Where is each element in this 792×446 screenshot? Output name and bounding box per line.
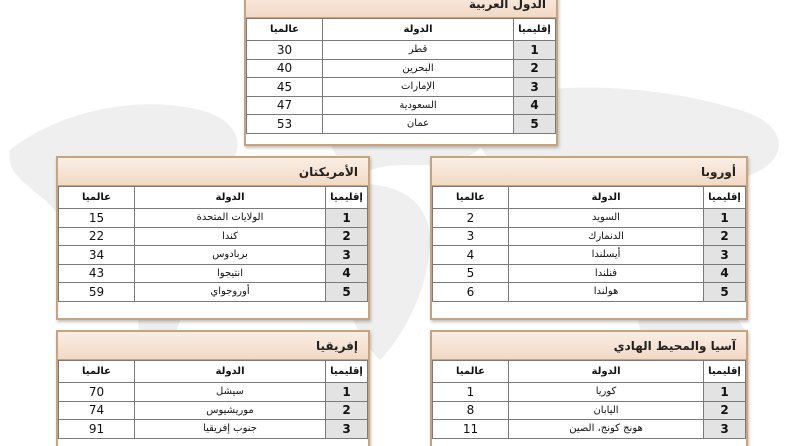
country-name: فنلندا — [509, 264, 704, 283]
global-rank: 2 — [433, 209, 509, 228]
global-rank: 22 — [59, 227, 135, 246]
table-row — [247, 115, 556, 134]
global-rank: 11 — [433, 420, 509, 439]
country-name: هولندا — [509, 283, 704, 302]
table-row — [433, 227, 746, 246]
global-rank: 70 — [59, 383, 135, 402]
regional-rank: 3 — [704, 420, 746, 439]
global-rank: 15 — [59, 209, 135, 228]
table-card-arab — [244, 0, 558, 146]
country-name: السويد — [509, 209, 704, 228]
table-card-americas — [56, 156, 370, 320]
ranking-table-europe — [432, 186, 746, 302]
regional-rank: 2 — [704, 227, 746, 246]
card-title-europe: أوروبا — [432, 158, 746, 186]
table-row — [59, 227, 368, 246]
global-rank: 59 — [59, 283, 135, 302]
country-name: أوروجواي — [135, 283, 326, 302]
header-regional: إقليميا — [704, 361, 746, 383]
header-global: عالميا — [59, 361, 135, 383]
regional-rank: 2 — [704, 401, 746, 420]
table-row — [59, 401, 368, 420]
regional-rank: 4 — [514, 96, 556, 115]
country-name: اليابان — [509, 401, 704, 420]
table-row — [247, 96, 556, 115]
table-row — [59, 209, 368, 228]
global-rank: 45 — [247, 78, 323, 97]
table-header-row — [433, 187, 746, 209]
table-header-row — [247, 19, 556, 41]
ranking-table-arab — [246, 18, 556, 134]
table-row — [59, 246, 368, 265]
table-row — [247, 78, 556, 97]
regional-rank: 5 — [326, 283, 368, 302]
global-rank: 6 — [433, 283, 509, 302]
global-rank: 74 — [59, 401, 135, 420]
country-name: سيشل — [135, 383, 326, 402]
country-name: كندا — [135, 227, 326, 246]
global-rank: 43 — [59, 264, 135, 283]
regional-rank: 2 — [326, 401, 368, 420]
card-title-arab: الدول العربية — [246, 0, 556, 18]
table-row — [433, 283, 746, 302]
country-name: انتيجوا — [135, 264, 326, 283]
table-card-europe — [430, 156, 748, 320]
regional-rank: 3 — [514, 78, 556, 97]
regional-rank: 4 — [704, 264, 746, 283]
global-rank: 4 — [433, 246, 509, 265]
country-name: عمان — [323, 115, 514, 134]
header-regional: إقليميا — [514, 19, 556, 41]
ranking-table-americas — [58, 186, 368, 302]
country-name: هونج كونج، الصين — [509, 420, 704, 439]
card-title-africa: إفريقيا — [58, 332, 368, 360]
global-rank: 47 — [247, 96, 323, 115]
table-row — [433, 383, 746, 402]
regional-rank: 5 — [704, 283, 746, 302]
country-name: جنوب إفريقيا — [135, 420, 326, 439]
regional-rank: 5 — [514, 115, 556, 134]
regional-rank: 3 — [326, 420, 368, 439]
global-rank: 8 — [433, 401, 509, 420]
country-name: السعودية — [323, 96, 514, 115]
global-rank: 5 — [433, 264, 509, 283]
country-name: أيسلندا — [509, 246, 704, 265]
global-rank: 30 — [247, 41, 323, 60]
header-regional: إقليميا — [326, 187, 368, 209]
country-name: الإمارات — [323, 78, 514, 97]
global-rank: 3 — [433, 227, 509, 246]
table-row — [433, 246, 746, 265]
country-name: موريشيوس — [135, 401, 326, 420]
table-row — [59, 264, 368, 283]
regional-rank: 4 — [326, 264, 368, 283]
table-header-row — [433, 361, 746, 383]
table-header-row — [59, 361, 368, 383]
global-rank: 1 — [433, 383, 509, 402]
table-card-asia-pacific — [430, 330, 748, 446]
country-name: بربادوس — [135, 246, 326, 265]
country-name: كوريا — [509, 383, 704, 402]
header-global: عالميا — [247, 19, 323, 41]
ranking-table-asia-pacific — [432, 360, 746, 439]
regional-rank: 1 — [704, 209, 746, 228]
regional-rank: 2 — [514, 59, 556, 78]
country-name: الولايات المتحدة — [135, 209, 326, 228]
table-header-row — [59, 187, 368, 209]
header-country: الدولة — [323, 19, 514, 41]
table-row — [433, 401, 746, 420]
header-regional: إقليميا — [704, 187, 746, 209]
table-row — [433, 420, 746, 439]
regional-rank: 1 — [326, 383, 368, 402]
global-rank: 91 — [59, 420, 135, 439]
table-card-africa — [56, 330, 370, 446]
header-regional: إقليميا — [326, 361, 368, 383]
card-title-asia-pacific: آسيا والمحيط الهادي — [432, 332, 746, 360]
regional-rank: 3 — [704, 246, 746, 265]
country-name: البحرين — [323, 59, 514, 78]
header-global: عالميا — [59, 187, 135, 209]
regional-rank: 1 — [326, 209, 368, 228]
header-country: الدولة — [509, 361, 704, 383]
header-country: الدولة — [135, 361, 326, 383]
header-global: عالميا — [433, 361, 509, 383]
regional-rank: 1 — [704, 383, 746, 402]
header-country: الدولة — [509, 187, 704, 209]
table-row — [59, 383, 368, 402]
table-row — [247, 59, 556, 78]
table-row — [59, 420, 368, 439]
global-rank: 53 — [247, 115, 323, 134]
card-title-americas: الأمريكتان — [58, 158, 368, 186]
table-row — [433, 264, 746, 283]
ranking-table-africa — [58, 360, 368, 439]
global-rank: 40 — [247, 59, 323, 78]
table-row — [247, 41, 556, 60]
header-country: الدولة — [135, 187, 326, 209]
country-name: قطر — [323, 41, 514, 60]
country-name: الدنمارك — [509, 227, 704, 246]
table-row — [433, 209, 746, 228]
header-global: عالميا — [433, 187, 509, 209]
regional-rank: 1 — [514, 41, 556, 60]
global-rank: 34 — [59, 246, 135, 265]
table-row — [59, 283, 368, 302]
regional-rank: 3 — [326, 246, 368, 265]
regional-rank: 2 — [326, 227, 368, 246]
